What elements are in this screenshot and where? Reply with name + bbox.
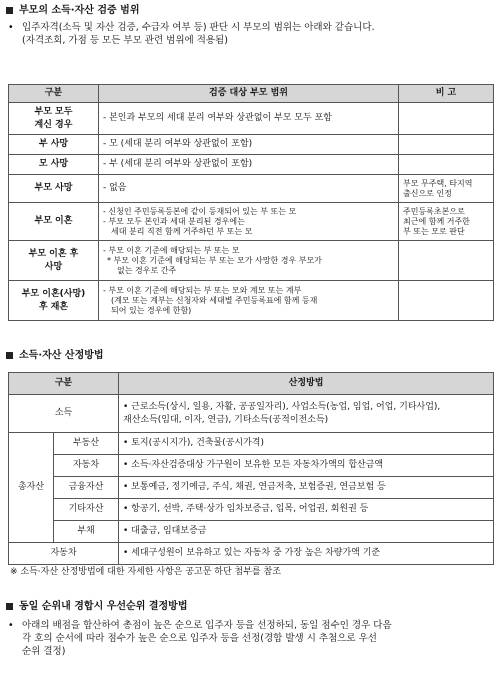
table-row [9,241,494,281]
row-label: 후 재혼 [38,301,69,312]
section1-bullet [8,22,495,48]
row-label: 부모 모두 [34,107,73,118]
row-label: 부모 이혼 후 [28,249,79,260]
section3-title: 동일 순위내 경합시 우선순위 결정방법 [19,601,188,612]
car-label: 자동차 [50,548,77,559]
table-row [9,433,494,455]
asset-label: 기타자산 [68,504,104,515]
header-division: 구분 [9,373,119,395]
income-text: 재산소득(임대, 이자, 연금), 기타소득(공적이전소득) [123,414,329,425]
car-text: • 세대구성원이 보유하고 있는 자동차 중 가장 높은 차량가액 기준 [123,548,381,559]
row-scope: - 본인과 부모의 세대 분리 여부와 상관없이 부모 모두 포함 [103,113,332,124]
table-row [9,175,494,203]
table-row [9,521,494,543]
parent-scope-table [8,84,494,321]
row-label: 사망 [44,261,63,272]
row-scope: - 부모 이혼 기준에 해당되는 부 또는 모와 계모 또는 계부 [103,285,302,295]
section2-note: ※ 소득·자산 산정방법에 대한 자세한 사항은 공고문 하단 첨부를 참조 [10,567,281,577]
header-remark: 비 고 [399,85,494,103]
row-remark: 출신으로 인정 [403,188,452,198]
total-asset-label: 총자산 [17,482,45,493]
asset-text: • 항공기, 선박, 주택·상가 임차보증금, 입목, 어업권, 회원권 등 [123,504,369,515]
row-scope: 없는 경우로 간주 [117,265,177,275]
asset-text: • 소득·자산검증대상 가구원이 보유한 모든 자동차가액의 합산금액 [123,460,384,471]
section2-title: 소득·자산 산정방법 [19,350,104,361]
row-scope: - 없음 [103,183,127,194]
square-bullet-icon [6,352,13,359]
asset-label: 부동산 [72,438,100,449]
row-remark: 주민등록초본으로 [403,206,465,216]
table-header-row [9,373,494,395]
table-row [9,543,494,565]
asset-label: 금융자산 [68,482,104,493]
section1-heading [6,4,140,18]
section3-bullet [8,620,495,658]
row-scope: - 부모 모두 본인과 세대 분리된 경우에는 [103,216,245,226]
row-label: 부모 사망 [34,183,73,194]
table-row [9,395,494,433]
row-scope: - 모 (세대 분리 여부와 상관없이 포함) [103,139,253,150]
row-remark: 부 또는 모로 판단 [403,226,465,236]
section1-bullet-line2: (자격조회, 가점 등 모든 부모 관련 범위에 적용됨) [22,34,228,46]
header-scope: 검증 대상 부모 범위 [99,85,399,103]
section3-line3: 순위 결정) [22,645,66,657]
row-remark: 최근에 함께 거주한 [403,216,470,226]
income-text: • 근로소득(상시, 일용, 자활, 공공일자리), 사업소득(농업, 임업, 어업, 기타사업), [123,402,441,413]
asset-text: • 토지(공시지가), 건축물(공시가격) [123,438,264,449]
table-header-row [9,85,494,103]
row-label: 모 사망 [38,159,69,170]
row-scope: - 부모 이혼 기준에 해당되는 부 또는 모 [103,245,240,255]
asset-label: 부채 [77,526,95,537]
section3-heading [6,600,188,614]
header-division: 구분 [9,85,99,103]
row-scope: - 신청인 주민등록등본에 같이 등재되어 있는 부 또는 모 [103,206,297,216]
row-label: 계신 경우 [34,119,73,130]
table-row [9,499,494,521]
square-bullet-icon [6,7,13,14]
row-scope: * 부모 이혼 기준에 해당되는 부 또는 모가 사망한 경우 부모가 [107,255,322,265]
section2-heading [6,349,104,363]
table-row [9,203,494,241]
section1-bullet-line1: 입주자격(소득 및 자산 검증, 수급자 여부 등) 판단 시 부모의 범위는 아래와 같습니다. [22,22,375,33]
row-scope: - 부 (세대 분리 여부와 상관없이 포함) [103,159,253,170]
income-label: 소득 [54,408,73,419]
square-bullet-icon [6,603,13,610]
row-label: 부 사망 [38,139,69,150]
dot-bullet-icon: • [8,22,14,33]
table-row [9,477,494,499]
section3-line2: 각 호의 순서에 따라 점수가 높은 순으로 입주자 등을 선정(경합 발생 시 추첨으로 우선 [22,632,377,644]
asset-text: • 보통예금, 정기예금, 주식, 채권, 연금저축, 보험증권, 연금보험 등 [123,482,386,493]
row-label: 부모 이혼 [34,216,73,227]
table-row [9,455,494,477]
header-method: 산정방법 [119,373,494,395]
row-label: 부모 이혼(사망) [21,289,86,300]
row-scope: (계모 또는 계부는 신청자와 세대별 주민등록표에 함께 등재 [111,295,318,305]
row-remark: 부모 무주택, 타지역 [403,178,473,188]
table-row [9,135,494,155]
income-asset-table [8,372,494,565]
table-row [9,281,494,321]
row-scope: 되어 있는 경우에 한함) [111,305,192,315]
row-scope: 세대 분리 직전 함께 거주하던 부 또는 모 [111,226,253,236]
table-row [9,103,494,135]
asset-text: • 대출금, 임대보증금 [123,526,207,537]
dot-bullet-icon: • [8,620,14,631]
table-row [9,155,494,175]
asset-label: 자동차 [72,460,100,471]
section1-title: 부모의 소득·자산 검증 범위 [19,5,140,16]
section3-line1: 아래의 배점을 합산하여 총점이 높은 순으로 입주자 등을 선정하되, 동일 점수인 경우 다음 [22,620,392,631]
